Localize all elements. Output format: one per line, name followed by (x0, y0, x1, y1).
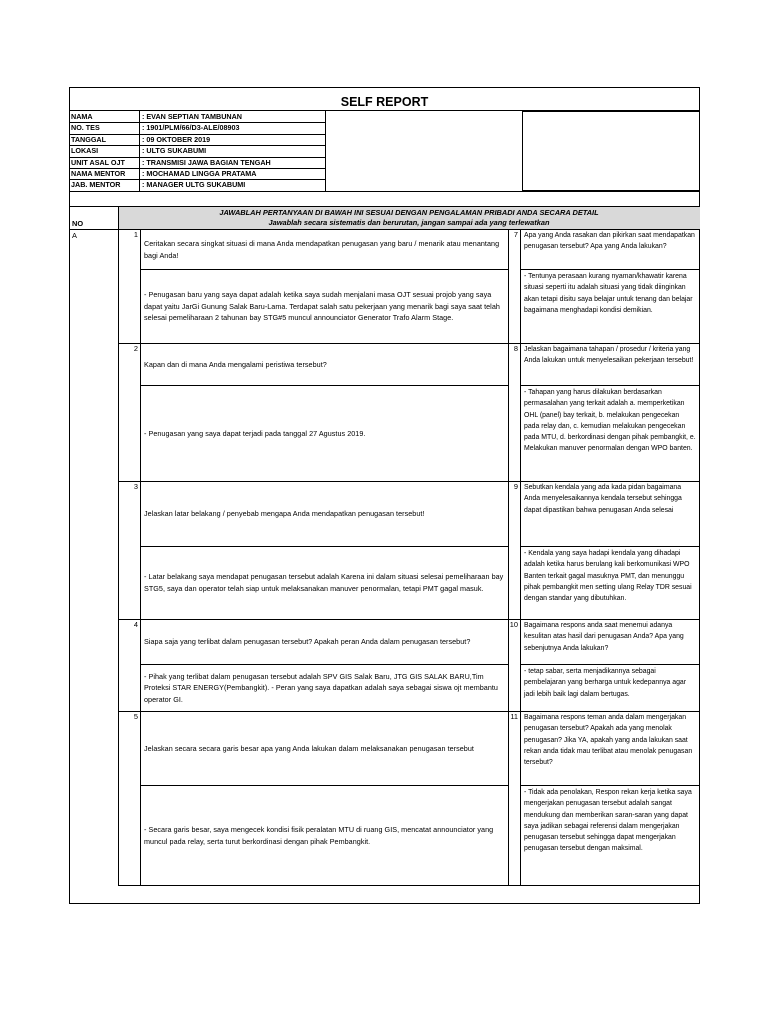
question-text: Kapan dan di mana Anda mengalami peristiwa tersebut? (144, 359, 327, 369)
answer-text: - tetap sabar, serta menjadikannya sebagai pembelajaran yang berharga untuk kedepannya agar jadi lebih baik lagi dalam bertugas. (524, 668, 687, 698)
question-text: Bagaimana respons anda saat menemui adanya kesulitan atas hasil dari penugasan Anda? Apa yang sebenjutnya Anda lakukan? (524, 622, 684, 652)
question-number: 7 (513, 230, 518, 239)
info-label: NO. TES (71, 123, 100, 133)
answer-text: - Penugasan baru yang saya dapat adalah ketika saya sudah menjalani masa OJT sesuai projob yang saya dapat yaitu JarGi Gunung Salak Baru-Lama. Terdapat salah satu pekerjaan yang menarik bagi saya saat telah selesai pemeliharaan 2 tahunan bay STG#5 muncul announciator Generator Trafo Alarm Stage. (144, 290, 500, 323)
section-label: A (72, 231, 77, 240)
answer-text: - Kendala yang saya hadapi kendala yang dihadapi adalah ketika harus berulang kali berkomunikasi WPO Banten terkait gagal masuknya PMT, dan menunggu pihak pembangkit men setting ulang Relay TDR sesuai dengan standar yang dibutuhkan. (524, 550, 692, 603)
grid-row-line (520, 269, 700, 270)
info-label: UNIT ASAL OJT (71, 157, 125, 167)
info-label: JAB. MENTOR (71, 180, 121, 190)
grid-row-line (520, 664, 700, 665)
info-value: : MANAGER ULTG SUKABUMI (142, 180, 246, 190)
grid-row-line (520, 546, 700, 547)
question-text: Sebutkan kendala yang ada kada pidan bagaimana Anda menyelesaikannya kendala tersebut sehingga dapat dipastikan bahwa penugasan Anda selesai (524, 484, 682, 514)
question-text: Jelaskan secara secara garis besar apa yang Anda lakukan dalam melaksanakan penugasan tersebut (144, 743, 474, 753)
answer-text: - Penugasan yang saya dapat terjadi pada tanggal 27 Agustus 2019. (144, 428, 366, 438)
header-no: NO (72, 219, 84, 228)
page-title: SELF REPORT (340, 95, 429, 109)
question-number: 10 (509, 620, 518, 629)
info-value: : MOCHAMAD LINGGA PRATAMA (142, 169, 257, 178)
grid-vline (118, 229, 119, 885)
answer-text: - Secara garis besar, saya mengecek kondisi fisik peralatan MTU di ruang GIS, mencatat announciator yang muncul pada relay, serta turut berkordinasi dengan pihak Pembangkit. (144, 824, 494, 846)
answer-text: - Tahapan yang harus dilakukan berdasarkan permasalahan yang terkait adalah a. memperketikan OHL (panel) bay terkait, b. melakukan pengecekan pada relay dan, c. kemudian melakukan pengecekan pada MTU, d. berkordinasi dengan pihak pembangkit, e. Melakukan manuver penormalan dengan WPO banten. (524, 389, 696, 453)
question-text: Jelaskan bagaimana tahapan / prosedur / kriteria yang Anda lakukan untuk menyelesaikan pekerjaan tersebut! (524, 346, 694, 365)
info-value: : 1901/PLM/66/D3-ALE/08903 (142, 123, 240, 133)
answer-text: - Pihak yang terlibat dalam penugasan tersebut adalah SPV GIS Salak Baru, JTG GIS SALAK BARU,Tim Proteksi STAR ENERGY(Pembangkit). - Peran yang saya dapatkan adalah saya sebagai siswa ojt membantu operator GI. (144, 671, 498, 704)
question-number: 9 (513, 482, 518, 491)
info-vline (139, 111, 140, 191)
question-number: 2 (133, 344, 138, 353)
info-label: NAMA (71, 112, 93, 121)
question-number: 8 (513, 344, 518, 353)
info-divider (69, 191, 700, 192)
grid-row-line (520, 385, 700, 386)
info-value: : ULTG SUKABUMI (142, 146, 207, 156)
header-vline (118, 206, 119, 229)
answer-text: - Latar belakang saya mendapat penugasan tersebut adalah Karena ini dalam situasi selesai pemeliharaan bay STG5, saya dan operator telah siap untuk melaksanakan manuver penormalan, tetapi PMT gagal masuk. (144, 572, 504, 593)
question-text: Jelaskan latar belakang / penyebab mengapa Anda mendapatkan penugasan tersebut! (144, 509, 425, 519)
info-label: TANGGAL (71, 134, 106, 144)
header-instruction: JAWABLAH PERTANYAAN DI BAWAH INI SESUAI DENGAN PENGALAMAN PRIBADI ANDA SECARA DETAIL (219, 208, 599, 217)
answer-text: - Tentunya perasaan kurang nyaman/khawatir karena situasi seperti itu adalah situasi yang tidak diinginkan akan tetapi disitu saya belajar untuk tenang dan belajar bagaimana menghadapi kondisi demikian. (524, 273, 693, 314)
question-number: 11 (510, 712, 518, 721)
info-vline (325, 111, 326, 191)
info-label: NAMA MENTOR (71, 169, 126, 178)
grid-row-line (520, 785, 700, 786)
info-label: LOKASI (71, 146, 99, 156)
question-text: Siapa saja yang terlibat dalam penugasan tersebut? Apakah peran Anda dalam penugasan tersebut? (144, 637, 471, 647)
question-text: Bagaimana respons teman anda dalam mengerjakan penugasan tersebut? Apakah ada yang menolak penugasan? Jika YA, apakah yang anda lakukan saat rekan anda tidak mau terlibat atau menolak penugasan tersebut? (524, 714, 693, 767)
info-value: : EVAN SEPTIAN TAMBUNAN (142, 112, 242, 121)
question-text: Ceritakan secara singkat situasi di mana Anda mendapatkan penugasan yang baru / menarik atau menantang bagi Anda! (144, 238, 500, 260)
question-number: 3 (133, 482, 138, 491)
grid-vline (508, 229, 509, 885)
info-value: : TRANSMISI JAWA BAGIAN TENGAH (142, 157, 271, 167)
header-subinstruction: Jawablah secara sistematis dan berurutan, jangan sampai ada yang terlewatkan (268, 218, 550, 227)
question-number: 1 (133, 230, 138, 239)
question-number: 4 (133, 620, 138, 629)
question-number: 5 (133, 712, 138, 721)
photo-box (522, 111, 700, 191)
answer-text: - Tidak ada penolakan, Respon rekan kerja ketika saya mengerjakan penugasan tersebut adalah sangat mendukung dan memberikan saran-saran yang dapat saya jadikan sebagai referensi dalam mengerjakan penugasan tersebut sehingga dapat mengerjakan penugasan tersebut dengan maksimal. (524, 789, 692, 853)
grid-row-line (118, 885, 700, 886)
info-value: : 09 OKTOBER 2019 (142, 134, 211, 144)
question-text: Apa yang Anda rasakan dan pikirkan saat mendapatkan penugasan tersebut? Apa yang Anda lakukan? (524, 232, 695, 251)
